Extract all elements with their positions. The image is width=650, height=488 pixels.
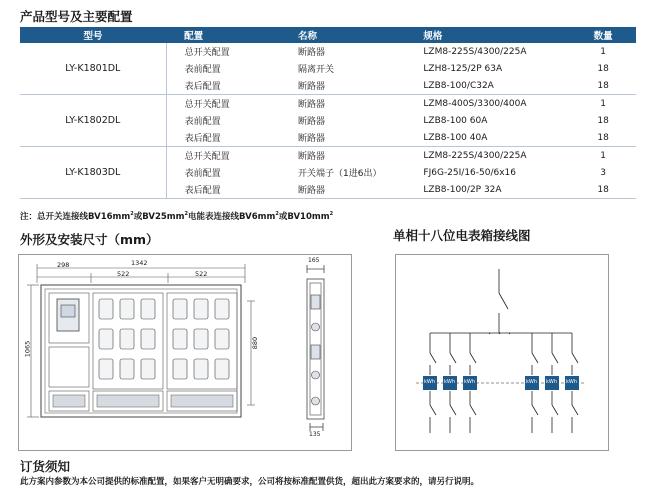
model-cell: LY-K1801DL (20, 43, 166, 95)
dim-height-inner: 880 (251, 336, 260, 350)
spec-cell: LZB8-100 60A (423, 115, 488, 126)
dimension-drawing (19, 255, 353, 452)
config-cell: 总开关配置 (184, 100, 230, 110)
dim-depth-top: 165 (308, 257, 320, 264)
wiring-diagram-frame (395, 254, 609, 451)
svg-text:·: · (508, 329, 512, 340)
spec-cell: LZB8-100/C32A (423, 77, 570, 95)
dim-overall: 1342 (131, 259, 148, 267)
spec-cell: LZH8-125/2P 63A (423, 63, 503, 74)
meter-label: kWh (566, 379, 578, 385)
svg-text:·: · (498, 329, 502, 340)
name-cell: 断路器 (298, 181, 423, 199)
table-row (20, 147, 636, 165)
qty-cell: 18 (597, 63, 609, 74)
dim-depth-bottom: 135 (309, 431, 321, 438)
svg-text:·: · (488, 329, 492, 340)
spec-cell: LZM8-400S/3300/400A (423, 98, 527, 109)
qty-cell: 18 (570, 181, 636, 199)
wiring-diagram (396, 255, 610, 452)
dim-left: 298 (57, 261, 70, 269)
qty-cell: 1 (600, 46, 607, 57)
section-title-models: 产品型号及主要配置 (20, 9, 133, 24)
config-cell: 表前配置 (184, 169, 221, 179)
name-cell: 断路器 (298, 100, 326, 110)
name-cell: 隔离开关 (298, 65, 335, 75)
config-cell: 表前配置 (184, 65, 221, 75)
dim-height-total: 1065 (23, 340, 32, 358)
model-cell: LY-K1803DL (20, 147, 166, 199)
meter-label: kWh (444, 379, 456, 385)
section-title-ordering: 订货须知 (20, 459, 71, 474)
name-cell: 断路器 (298, 129, 423, 147)
header-qty: 数量 (570, 27, 636, 43)
config-cell: 总开关配置 (184, 48, 230, 58)
meter-label: kWh (424, 379, 436, 385)
header-config: 配置 (166, 27, 298, 43)
dim-mid: 522 (117, 270, 130, 278)
header-model: 型号 (20, 27, 166, 43)
dim-right: 522 (195, 270, 208, 278)
name-cell: 断路器 (298, 152, 326, 162)
qty-cell: 18 (597, 115, 609, 126)
config-cell: 总开关配置 (184, 152, 230, 162)
table-row (20, 43, 636, 60)
config-cell: 表前配置 (184, 117, 221, 127)
wiring-note: 注：总开关连接线$BV16mm^2$或$BV25mm^2$电能表连接线$BV6mm^2$或$BV10mm^2$ (20, 211, 334, 222)
spec-cell: LZM8-225S/4300/225A (423, 46, 527, 57)
meter-label: kWh (526, 379, 538, 385)
model-cell: LY-K1802DL (20, 95, 166, 147)
table-row (20, 95, 636, 113)
qty-cell: 3 (600, 167, 607, 178)
spec-cell: LZB8-100/2P 32A (423, 181, 570, 199)
qty-cell: 1 (600, 150, 607, 161)
spec-cell: LZB8-100 40A (423, 129, 570, 147)
spec-table (20, 27, 636, 199)
name-cell: 开关端子（1进6出） (298, 169, 382, 179)
name-cell: 断路器 (298, 48, 326, 58)
header-name: 名称 (298, 27, 423, 43)
config-cell: 表后配置 (166, 129, 298, 147)
ordering-note: 此方案内参数为本公司提供的标准配置，如果客户无明确要求，公司将按标准配置供货，超出此方案要求的，请另行说明。 (20, 477, 480, 487)
meter-label: kWh (546, 379, 558, 385)
name-cell: 断路器 (298, 117, 326, 127)
qty-cell: 18 (570, 129, 636, 147)
header-spec: 规格 (423, 27, 570, 43)
config-cell: 表后配置 (166, 77, 298, 95)
name-cell: 断路器 (298, 77, 423, 95)
section-title-wiring: 单相十八位电表箱接线图 (393, 228, 531, 243)
spec-cell: FJ6G-25I/16-50/6x16 (423, 167, 517, 178)
qty-cell: 1 (600, 98, 607, 109)
table-header-row (20, 27, 636, 43)
dimension-drawing-frame (18, 254, 352, 451)
config-cell: 表后配置 (166, 181, 298, 199)
section-title-dimensions: 外形及安装尺寸（mm） (20, 232, 159, 247)
meter-label: kWh (464, 379, 476, 385)
qty-cell: 18 (570, 77, 636, 95)
spec-cell: LZM8-225S/4300/225A (423, 150, 527, 161)
